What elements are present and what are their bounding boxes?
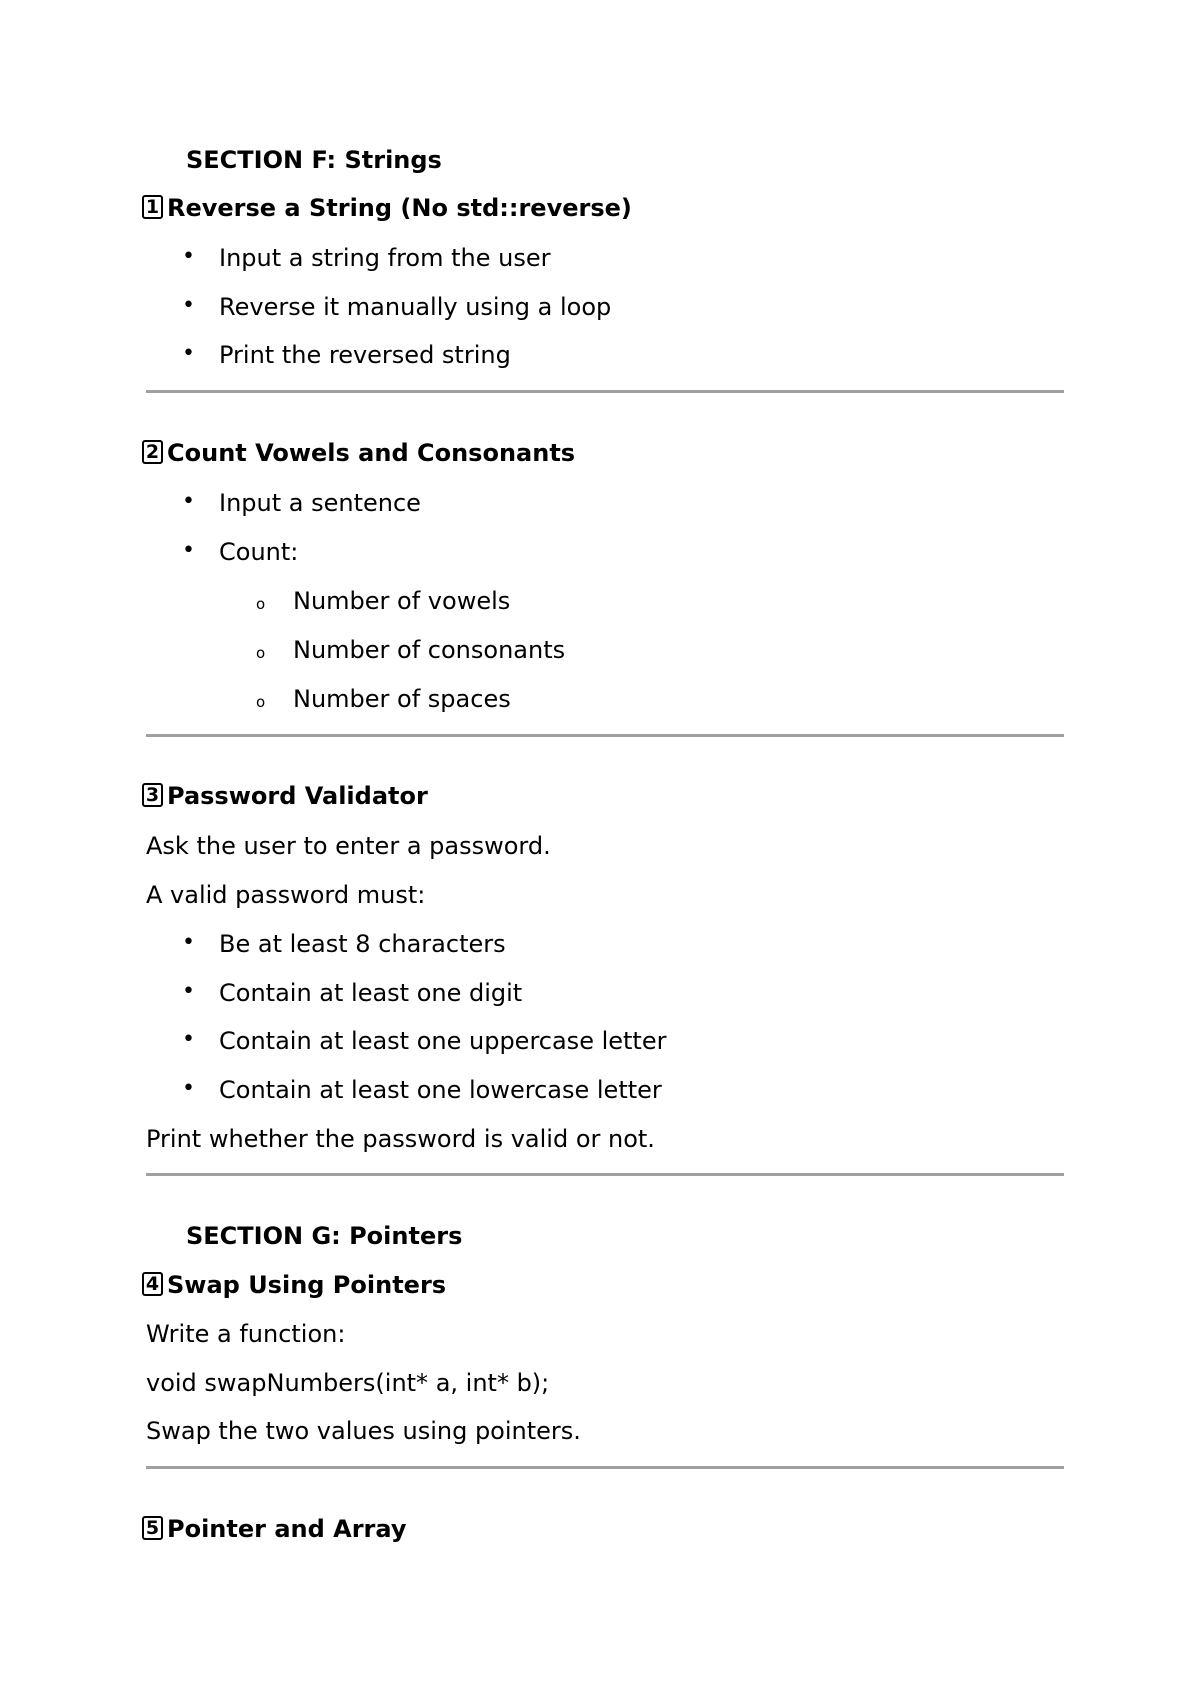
q2-sub-bullet-1: Number of vowels: [293, 587, 511, 615]
circle-bullet-icon: o: [256, 693, 266, 711]
bullet-icon: •: [182, 538, 195, 563]
bullet-icon: •: [182, 293, 195, 318]
q2-sub-bullet-2: Number of consonants: [293, 636, 566, 664]
number-3-badge: 3: [142, 783, 163, 807]
q1-bullet-3: Print the reversed string: [219, 341, 511, 369]
bullet-icon: •: [182, 1027, 195, 1052]
q1-bullet-1: Input a string from the user: [219, 244, 551, 272]
q2-bullet-1: Input a sentence: [219, 489, 421, 517]
number-2-badge: 2: [142, 440, 163, 464]
q3-outro: Print whether the password is valid or not.: [146, 1125, 655, 1153]
question-2-heading: [142, 441, 575, 465]
q3-intro-line-2: A valid password must:: [146, 881, 426, 909]
bullet-icon: •: [182, 244, 195, 269]
bullet-icon: •: [182, 489, 195, 514]
horizontal-divider: [146, 1173, 1064, 1176]
question-5-title: Pointer and Array: [167, 1515, 407, 1543]
q2-sub-bullet-3: Number of spaces: [293, 685, 511, 713]
question-3-heading: [142, 784, 428, 808]
question-4-heading: [142, 1273, 446, 1297]
q3-intro-line-1: Ask the user to enter a password.: [146, 832, 551, 860]
number-4-badge: 4: [142, 1272, 163, 1296]
question-1-heading: [142, 196, 632, 220]
question-1-title: Reverse a String (No std::reverse): [167, 194, 632, 222]
section-g-title: SECTION G: Pointers: [186, 1222, 463, 1250]
q4-line-1: Write a function:: [146, 1320, 346, 1348]
section-f-title: SECTION F: Strings: [186, 146, 442, 174]
number-1-badge: 1: [142, 195, 163, 219]
question-3-title: Password Validator: [167, 782, 428, 810]
bullet-icon: •: [182, 1076, 195, 1101]
bullet-icon: •: [182, 341, 195, 366]
circle-bullet-icon: o: [256, 595, 266, 613]
q4-line-3: Swap the two values using pointers.: [146, 1417, 581, 1445]
q3-bullet-1: Be at least 8 characters: [219, 930, 506, 958]
number-5-badge: 5: [142, 1516, 163, 1540]
horizontal-divider: [146, 1466, 1064, 1469]
q2-bullet-2: Count:: [219, 538, 299, 566]
question-2-title: Count Vowels and Consonants: [167, 439, 576, 467]
circle-bullet-icon: o: [256, 644, 266, 662]
q1-bullet-2: Reverse it manually using a loop: [219, 293, 612, 321]
q3-bullet-3: Contain at least one uppercase letter: [219, 1027, 667, 1055]
bullet-icon: •: [182, 979, 195, 1004]
q3-bullet-2: Contain at least one digit: [219, 979, 523, 1007]
q4-code-line: void swapNumbers(int* a, int* b);: [146, 1369, 550, 1397]
question-4-title: Swap Using Pointers: [167, 1271, 447, 1299]
horizontal-divider: [146, 734, 1064, 737]
horizontal-divider: [146, 390, 1064, 393]
q3-bullet-4: Contain at least one lowercase letter: [219, 1076, 662, 1104]
bullet-icon: •: [182, 930, 195, 955]
question-5-heading: [142, 1517, 407, 1541]
